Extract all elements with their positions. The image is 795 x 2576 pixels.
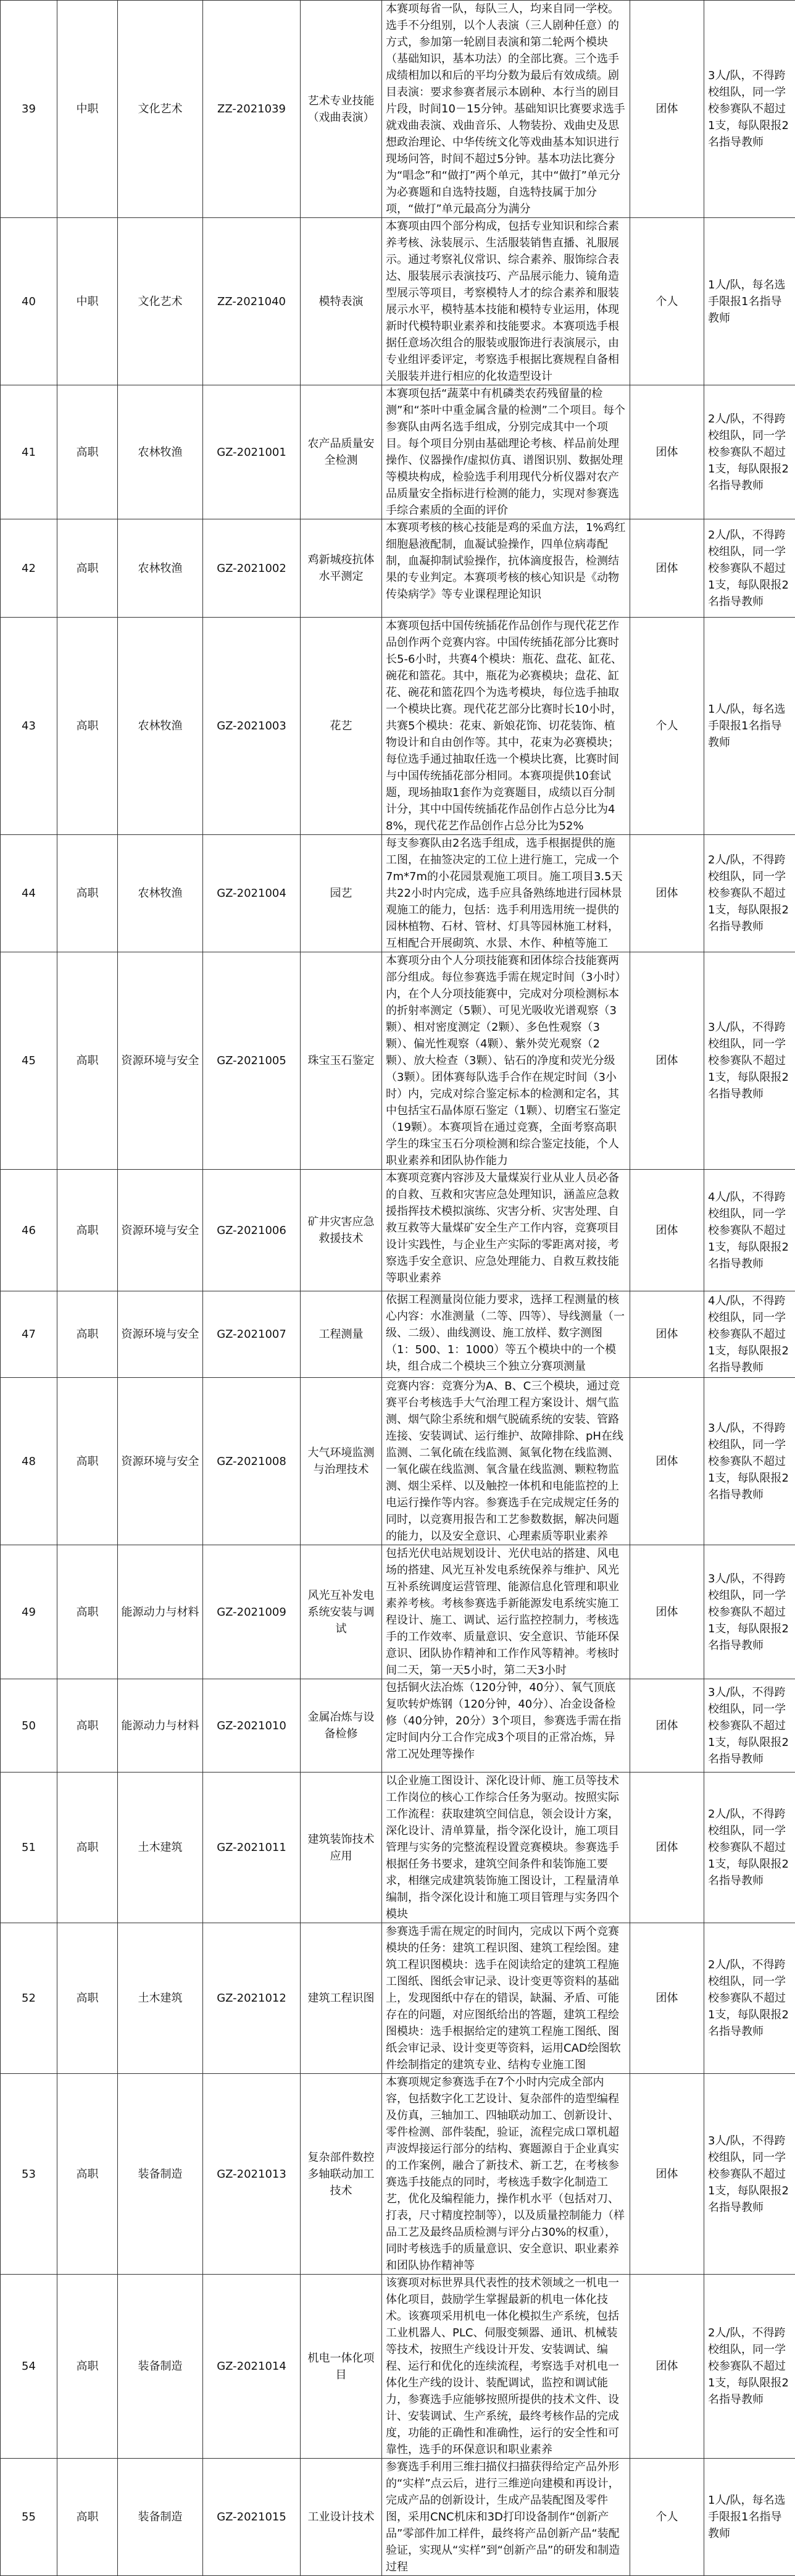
competition-name: 艺术专业技能（戏曲表演）	[301, 1, 382, 218]
category: 农林牧渔	[118, 519, 203, 618]
competition-code: GZ-2021015	[203, 2459, 301, 2576]
competition-type: 团体	[630, 1679, 704, 1773]
competition-code: GZ-2021010	[203, 1679, 301, 1773]
competition-type: 团体	[630, 1, 704, 218]
table-row	[1, 519, 795, 618]
team-requirements: 2人/队，不得跨校组队，同一学校参赛队不超过1支，每队限报2名指导教师	[704, 519, 795, 618]
row-number: 40	[1, 218, 57, 385]
education-level: 高职	[57, 618, 118, 835]
education-level: 中职	[57, 1, 118, 218]
category: 装备制造	[118, 2275, 203, 2459]
row-number: 41	[1, 385, 57, 519]
competition-name: 花艺	[301, 618, 382, 835]
row-number: 47	[1, 1291, 57, 1378]
education-level: 高职	[57, 1679, 118, 1773]
competition-code: ZZ-2021040	[203, 218, 301, 385]
category: 农林牧渔	[118, 385, 203, 519]
table-row	[1, 385, 795, 519]
competition-description: 以企业施工图设计、深化设计师、施工员等技术工作岗位的核心工作综合任务为驱动。按照实际工作流程：获取建筑空间信息，领会设计方案，深化设计、清单算量，指令深化设计，施工项目管理与实务的完整流程设置竞赛模块。参赛选手根据任务书要求，建筑空间条件和装饰施工要求，相继完成建筑装饰施工图设计，工程量清单编制，指令深化设计和施工项目管理与实务四个模块	[382, 1773, 630, 1923]
competition-type: 团体	[630, 1545, 704, 1679]
team-requirements: 1人/队，每名选手限报1名指导教师	[704, 618, 795, 835]
team-requirements: 3人/队，不得跨校组队，同一学校参赛队不超过1支，每队限报2名指导教师	[704, 1378, 795, 1545]
competition-type: 个人	[630, 618, 704, 835]
competition-type: 团体	[630, 1291, 704, 1378]
competition-code: GZ-2021011	[203, 1773, 301, 1923]
table-row	[1, 618, 795, 835]
table-row	[1, 1170, 795, 1291]
category: 资源环境与安全	[118, 1291, 203, 1378]
category: 资源环境与安全	[118, 1170, 203, 1291]
competition-name: 复杂部件数控多轴联动加工技术	[301, 2074, 382, 2275]
team-requirements: 1人/队，每名选手限报1名指导教师	[704, 218, 795, 385]
competition-code: GZ-2021004	[203, 835, 301, 952]
row-number: 44	[1, 835, 57, 952]
education-level: 高职	[57, 385, 118, 519]
competition-description: 该赛项对标世界具代表性的技术领域之一机电一体化项目，鼓励学生掌握最新的机电一体化技术。该赛项采用机电一体化模拟生产系统，包括工业机器人、PLC、伺服变频器、通讯、机械装等技术，按照生产线设计开发、安装调试、编程、运行和优化的连续流程，考察选手对机电一体化生产线的设计、装配调试，监控和调试能力，参赛选手应能够按照所提供的技术文件、设计、安装调试、生产系统，最终考核作品的完成度，功能的正确性和准确性，运行的安全性和可靠性，选手的环保意识和职业素养	[382, 2275, 630, 2459]
team-requirements: 1人/队，每名选手限报1名指导教师	[704, 2459, 795, 2576]
competition-description: 依据工程测量岗位能力要求，选择工程测量的核心内容：水准测量（二等、四等）、导线测量（一级、二级）、曲线测设、施工放样、数字测图（1：500、1：1000）等五个模块中的一个模块，组合成二个模块三个独立分赛项测量	[382, 1291, 630, 1378]
competition-type: 团体	[630, 519, 704, 618]
team-requirements: 2人/队，不得跨校组队，同一学校参赛队不超过1支，每队限报2名指导教师	[704, 835, 795, 952]
row-number: 50	[1, 1679, 57, 1773]
competition-code: GZ-2021014	[203, 2275, 301, 2459]
category: 资源环境与安全	[118, 1378, 203, 1545]
row-number: 51	[1, 1773, 57, 1923]
table-row	[1, 952, 795, 1170]
competition-name: 鸡新城疫抗体水平测定	[301, 519, 382, 618]
competition-name: 建筑工程识图	[301, 1923, 382, 2074]
competition-name: 矿井灾害应急救援技术	[301, 1170, 382, 1291]
competition-description: 竞赛内容：竞赛分为A、B、C三个模块，通过竞赛平台考核选手大气治理工程方案设计、烟气监测、烟气除尘系统和烟气脱硫系统的安装、管路连接、安装调试、运行维护、故障排除、pH在线监测、二氧化硫在线监测、氮氧化物在线监测、一氧化碳在线监测、氧含量在线监测、颗粒物监测、烟尘采样、以及触控一体机和电能监控的上电运行操作等内容。参赛选手在完成规定任务的同时，以竞赛用报告和工艺参数数据，解决问题的能力，以及安全意识、心理素质等职业素养	[382, 1378, 630, 1545]
competition-name: 模特表演	[301, 218, 382, 385]
category: 文化艺术	[118, 218, 203, 385]
competition-type: 团体	[630, 1773, 704, 1923]
category: 装备制造	[118, 2074, 203, 2275]
category: 土木建筑	[118, 1923, 203, 2074]
table-row	[1, 1291, 795, 1378]
team-requirements: 2人/队，不得跨校组队，同一学校参赛队不超过1支，每队限报2名指导教师	[704, 1923, 795, 2074]
competition-type: 团体	[630, 2275, 704, 2459]
row-number: 55	[1, 2459, 57, 2576]
competition-description: 包括铜火法冶炼（120分钟，40分）、氧气顶底复吹转炉炼钢（120分钟，40分）、冶金设备检修（40分钟，20分）3个项目，参赛选手需在指定时间内分工合作完成3个项目的正常冶炼，异常工况处理等操作	[382, 1679, 630, 1773]
row-number: 52	[1, 1923, 57, 2074]
team-requirements: 3人/队，不得跨校组队，同一学校参赛队不超过1支，每队限报2名指导教师	[704, 1, 795, 218]
competition-name: 建筑装饰技术应用	[301, 1773, 382, 1923]
competition-description: 包括光伏电站规划设计、光伏电站的搭建、风电场的搭建、风光互补发电系统保养与维护、风光互补系统调度运营管理、能源信息化管理和职业素养考核。考核参赛选手新能源发电系统实施工程设计、施工、调试、运行监控控制力，考核选手的工作效率、质量意识、安全意识、节能环保意识、团队协作精神和工作作风等精神。考核时间二天，第一天5小时，第二天3小时	[382, 1545, 630, 1679]
row-number: 49	[1, 1545, 57, 1679]
competition-description: 本赛项每省一队，每队三人，均来自同一学校。选手不分组别，以个人表演（三人剧种任意）的方式，参加第一轮剧目表演和第二轮两个模块（基础知识，基本功法）的全部比赛。三个选手成绩相加以和后的平均分数为最后有效成绩。剧目表演：要求参赛者展示本剧种、本行当的剧目片段，时间10－15分钟。基础知识比赛要求选手就戏曲表演、戏曲音乐、人物装扮、戏曲史及思想政治理论、中华传统文化等戏曲基本知识进行现场问答，时间不超过5分钟。基本功法比赛分为“唱念”和“做打”两个单元，其中“做打”单元分为必赛题和自选特技题，自选特技属于加分项，“做打”单元最高分为满分	[382, 1, 630, 218]
competition-type: 个人	[630, 218, 704, 385]
row-number: 39	[1, 1, 57, 218]
competition-type: 团体	[630, 1170, 704, 1291]
education-level: 高职	[57, 1545, 118, 1679]
competition-type: 团体	[630, 1923, 704, 2074]
competition-code: GZ-2021012	[203, 1923, 301, 2074]
team-requirements: 2人/队，不得跨校组队，同一学校参赛队不超过1支，每队限报2名指导教师	[704, 1773, 795, 1923]
table-row	[1, 1679, 795, 1773]
competition-code: GZ-2021013	[203, 2074, 301, 2275]
category: 能源动力与材料	[118, 1679, 203, 1773]
education-level: 高职	[57, 2074, 118, 2275]
table-row	[1, 1, 795, 218]
row-number: 42	[1, 519, 57, 618]
competition-description: 本赛项包括“蔬菜中有机磷类农药残留量的检测”和“茶叶中重金属含量的检测”二个项目。每个参赛队由两名选手组成，分别完成其中一个项目。每个项目分别由基础理论考核、样品前处理操作、仪器操作/虚拟仿真、谱图识别、数据处理等模块构成，检验选手利用现代分析仪器对农产品质量安全指标进行检测的能力，实现对参赛选手综合素质的全面的评价	[382, 385, 630, 519]
row-number: 45	[1, 952, 57, 1170]
category: 资源环境与安全	[118, 952, 203, 1170]
category: 土木建筑	[118, 1773, 203, 1923]
competition-description: 本赛项竞赛内容涉及大量煤炭行业从业人员必备的自救、互救和灾害应急处理知识，涵盖应急救援指挥技术模拟演练、灾害分析、灾害处理、自救互救等大量煤矿安全生产工作内容，竞赛项目设计实践性，与企业生产实际的零距离对接，考察选手安全意识、应急处理能力、自救互救技能等职业素养	[382, 1170, 630, 1291]
competition-code: GZ-2021006	[203, 1170, 301, 1291]
team-requirements: 4人/队，不得跨校组队，同一学校参赛队不超过1支，每队限报2名指导教师	[704, 1170, 795, 1291]
category: 文化艺术	[118, 1, 203, 218]
competition-type: 团体	[630, 952, 704, 1170]
competition-code: GZ-2021002	[203, 519, 301, 618]
competition-type: 团体	[630, 2074, 704, 2275]
row-number: 46	[1, 1170, 57, 1291]
competition-description: 本赛项由四个部分构成，包括专业知识和综合素养考核、泳装展示、生活服装销售直播、礼服展示。通过考察礼仪常识、综合素养、服饰综合表达、服装展示表演技巧、产品展示能力、镜角造型展示等项目，考察模特人才的综合素养和服装展示水平，模特基本技能和模特专业运用，体现新时代模特职业素养和技能要求。本赛项选手根据任意场次组合的服装或服饰进行表演展示，由专业组评委评定，考察选手根据比赛规程自备相关服装并进行相应的化妆造型设计	[382, 218, 630, 385]
competition-name: 大气环境监测与治理技术	[301, 1378, 382, 1545]
table-row	[1, 2074, 795, 2275]
team-requirements: 2人/队，不得跨校组队，同一学校参赛队不超过1支，每队限报2名指导教师	[704, 2275, 795, 2459]
team-requirements: 3人/队，不得跨校组队，同一学校参赛队不超过1支，每队限报2名指导教师	[704, 952, 795, 1170]
competition-code: GZ-2021003	[203, 618, 301, 835]
row-number: 43	[1, 618, 57, 835]
education-level: 高职	[57, 519, 118, 618]
team-requirements: 2人/队，不得跨校组队，同一学校参赛队不超过1支，每队限报2名指导教师	[704, 385, 795, 519]
competition-name: 工业设计技术	[301, 2459, 382, 2576]
category: 能源动力与材料	[118, 1545, 203, 1679]
education-level: 高职	[57, 835, 118, 952]
category: 装备制造	[118, 2459, 203, 2576]
education-level: 高职	[57, 1378, 118, 1545]
table-row	[1, 1545, 795, 1679]
table-row	[1, 2459, 795, 2576]
table-row	[1, 835, 795, 952]
education-level: 高职	[57, 1291, 118, 1378]
education-level: 高职	[57, 1923, 118, 2074]
competition-description: 本赛项考核的核心技能是鸡的采血方法，1%鸡红细胞悬液配制，血凝试验操作，四单位病毒配制，血凝抑制试验操作，抗体滴度报告，检测结果的专业判定。本赛项考核的核心知识是《动物传染病学》等专业课程理论知识	[382, 519, 630, 618]
competition-type: 团体	[630, 385, 704, 519]
competition-name: 园艺	[301, 835, 382, 952]
competition-description: 本赛项包括中国传统插花作品创作与现代花艺作品创作两个竞赛内容。中国传统插花部分比赛时长5-6小时，共赛4个模块：瓶花、盘花、缸花、碗花和篮花。其中，瓶花为必赛模块；盘花、缸花、碗花和篮花四个为选考模块，每位选手抽取一个模块比赛。现代花艺部分比赛时长10小时，共赛5个模块：花束、新娘花饰、切花装饰、植物设计和自由创作等。其中，花束为必赛模块；每位选手通过抽取任选一个模块比赛，比赛时间与中国传统插花部分相同。本赛项提供10套试题，现场抽取1套作为竞赛题目，成绩以百分制计分，其中中国传统插花作品创作占总分比为48%，现代花艺作品创作占总分比为52%	[382, 618, 630, 835]
competition-code: GZ-2021008	[203, 1378, 301, 1545]
competition-type: 团体	[630, 1378, 704, 1545]
row-number: 54	[1, 2275, 57, 2459]
team-requirements: 4人/队，不得跨校组队，同一学校参赛队不超过1支，每队限报2名指导教师	[704, 1291, 795, 1378]
category: 农林牧渔	[118, 835, 203, 952]
competition-code: ZZ-2021039	[203, 1, 301, 218]
competition-code: GZ-2021009	[203, 1545, 301, 1679]
competition-name: 珠宝玉石鉴定	[301, 952, 382, 1170]
competition-description: 每支参赛队由2名选手组成，选手根据提供的施工图，在抽签决定的工位上进行施工，完成一个7m*7m的小花园景观施工项目。施工项目3.5天共22小时内完成，选手应具备熟练地进行园林景观施工的能力，包括：选手利用选用统一提供的园林植物、石材、管材、灯具等园林施工材料，互相配合开展砌筑、水景、木作、种植等施工	[382, 835, 630, 952]
row-number: 53	[1, 2074, 57, 2275]
competition-name: 风光互补发电系统安装与调试	[301, 1545, 382, 1679]
competition-code: GZ-2021001	[203, 385, 301, 519]
competition-description: 本赛项分由个人分项技能赛和团体综合技能赛两部分组成。每位参赛选手需在规定时间（3小时）内，在个人分项技能赛中，完成对分项检测标本的折射率测定（5颗）、可见光吸收光谱观察（3颗）、相对密度测定（2颗）、多色性观察（3颗）、偏光性观察（4颗）、紫外荧光观察（2颗）、放大检查（3颗）、钻石的净度和荧光分级（3颗）。团体赛每队选手合作在规定时间（3小时）内，完成对综合鉴定标本的检测和定名，其中包括宝石晶体原石鉴定（1颗）、切磨宝石鉴定（19颗）。本赛项旨在通过竞赛，全面考察高职学生的珠宝玉石分项检测和综合鉴定技能，个人职业素养和团队协作能力	[382, 952, 630, 1170]
table-row	[1, 1923, 795, 2074]
competition-description: 本赛项规定参赛选手在7个小时内完成全部内容，包括数字化工艺设计、复杂部件的造型编程及仿真，三轴加工、四轴联动加工、创新设计、零件检测、部件装配，验证，流程完成口罩机超声波焊接运行部分的结构、赛题源自于企业真实的工作案例，融合了新技术、新工艺，在考核参赛选手技能点的同时，考核选手数字化制造工艺，优化及编程能力，操作机水平（包括对刀、打表，尺寸精度控制等），以及质量控制能力（样品工艺及最终品质检测与评分占30%的权重），同时考核选手的质量意识、安全意识、职业素养和团队协作精神等	[382, 2074, 630, 2275]
education-level: 高职	[57, 2459, 118, 2576]
team-requirements: 3人/队，不得跨校组队，同一学校参赛队不超过1支，每队限报2名指导教师	[704, 2074, 795, 2275]
competition-name: 工程测量	[301, 1291, 382, 1378]
competition-type: 个人	[630, 2459, 704, 2576]
competition-name: 金属冶炼与设备检修	[301, 1679, 382, 1773]
competition-code: GZ-2021007	[203, 1291, 301, 1378]
education-level: 高职	[57, 1773, 118, 1923]
education-level: 中职	[57, 218, 118, 385]
table-row	[1, 1378, 795, 1545]
education-level: 高职	[57, 1170, 118, 1291]
team-requirements: 3人/队，不得跨校组队，同一学校参赛队不超过1支，每队限报2名指导教师	[704, 1679, 795, 1773]
team-requirements: 3人/队，不得跨校组队，同一学校参赛队不超过1支，每队限报2名指导教师	[704, 1545, 795, 1679]
education-level: 高职	[57, 952, 118, 1170]
competition-name: 机电一体化项目	[301, 2275, 382, 2459]
competition-description: 参赛选手需在规定的时间内，完成以下两个竞赛模块的任务：建筑工程识图、建筑工程绘图。建筑工程识图模块：选手在阅读给定的建筑工程施工图纸、图纸会审记录、设计变更等资料的基础上，发现图纸中存在的错误，缺漏、矛盾、可能存在的问题，对应图纸给出的答题，建筑工程绘图模块：选手根据给定的建筑工程施工图纸、图纸会审记录、设计变更等资料，运用CAD绘图软件绘制指定的建筑专业、结构专业施工图	[382, 1923, 630, 2074]
category: 农林牧渔	[118, 618, 203, 835]
education-level: 高职	[57, 2275, 118, 2459]
competition-type: 团体	[630, 835, 704, 952]
competition-description: 参赛选手利用三维扫描仪扫描获得给定产品外形的“实样”点云后，进行三维逆向建模和再设计，完成产品的创新设计，生成产品装配图及零件图，采用CNC机床和3D打印设备制作“创新产品”零部件加工样件，最终将产品创新产品“装配验证，实现从“实样”到“创新产品”的研发和制造过程	[382, 2459, 630, 2576]
competition-code: GZ-2021005	[203, 952, 301, 1170]
table-row	[1, 1773, 795, 1923]
table-row	[1, 2275, 795, 2459]
competition-name: 农产品质量安全检测	[301, 385, 382, 519]
row-number: 48	[1, 1378, 57, 1545]
table-row	[1, 218, 795, 385]
